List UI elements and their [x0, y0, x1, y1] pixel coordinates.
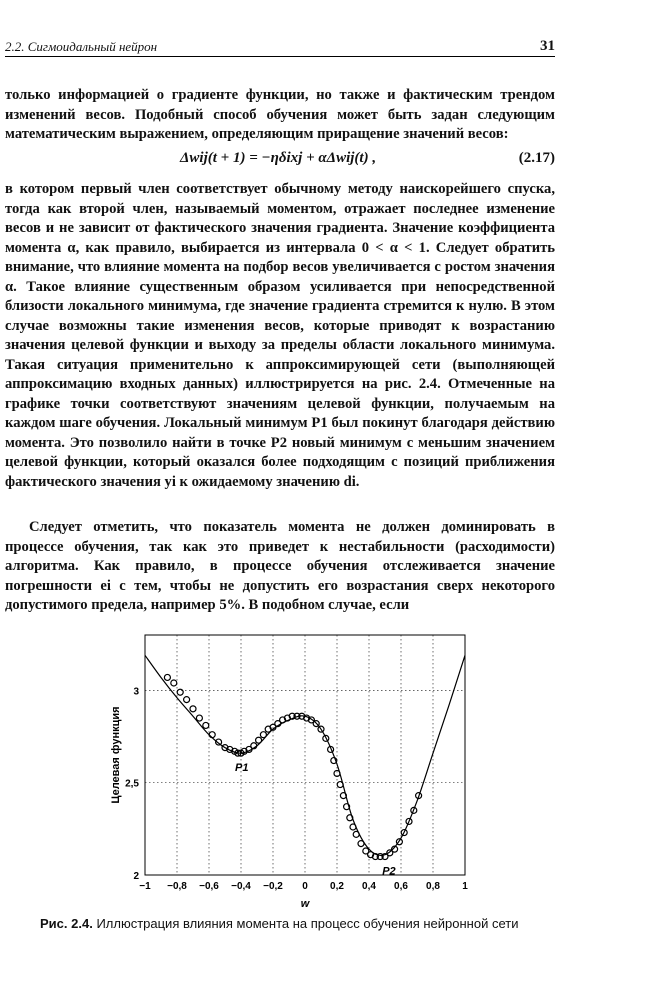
training-step-point — [184, 697, 190, 703]
training-step-point — [203, 722, 209, 728]
caption-text: Иллюстрация влияния момента на процесс обучения нейронной сети — [96, 916, 519, 931]
x-tick-label: −0,6 — [199, 881, 219, 892]
x-axis-label: w — [300, 898, 310, 910]
training-step-point — [256, 737, 262, 743]
x-tick-label: 0,4 — [362, 881, 376, 892]
paragraph-1: только информацией о градиенте функции, но также и фактическим трендом изменений весов. Подобный способ обучения может быть задан следующим математическим выражением, определяющим приращение значений весов: — [5, 87, 555, 142]
training-step-point — [358, 841, 364, 847]
page-header — [5, 36, 555, 58]
training-step-point — [260, 732, 266, 738]
y-axis-label: Целевая функция — [110, 706, 122, 804]
training-step-point — [337, 782, 343, 788]
x-tick-label: −1 — [139, 881, 151, 892]
figure-2-4-chart — [105, 630, 485, 910]
y-tick-label: 2,5 — [125, 778, 139, 790]
x-tick-label: 0 — [302, 881, 308, 892]
equation-body: Δwij(t + 1) = −ηδixj + αΔwij(t) , — [180, 150, 377, 166]
y-tick-label: 2 — [133, 871, 139, 882]
point-label-p2: P2 — [382, 865, 396, 878]
x-tick-label: 0,2 — [330, 881, 344, 892]
header-rule — [5, 56, 555, 57]
page-number: 31 — [540, 38, 555, 54]
paragraph-3: Следует отметить, что показатель момента не должен доминировать в процессе обучения, так как это приведет к нестабильности (расходимости) алгоритма. Как правило, в процессе обучения отслеживается значение погрешности ei с тем, чтобы не допустить его возрастания сверх некоторого допустимого предела, например 5%. В подобном случае, если — [5, 519, 555, 613]
x-tick-label: 0,8 — [426, 881, 440, 892]
training-step-point — [171, 680, 177, 686]
equation-2-17 — [5, 150, 555, 174]
training-step-point — [164, 674, 170, 680]
training-step-point — [177, 689, 183, 695]
point-label-p1: P1 — [235, 762, 249, 775]
equation-number: (2.17) — [518, 150, 555, 166]
x-tick-label: 0,6 — [394, 881, 408, 892]
paragraph-2: в котором первый член соответствует обычному методу наискорейшего спуска, тогда как второй член, называемый моментом, отражает последнее изменение весов и не зависит от фактического значения градиента. Значение коэффициента момента α, как правило, выбирается из интервала 0 < α < 1. Следует обратить внимание, что влияние момента на подбор весов увеличивается с ростом значения α. Такое влияние существенным образом усиливается при непосредственной близости локального минимума, где значение градиента стремится к нулю. В этом случае возможны такие изменения весов, которые приводят к возрастанию значения целевой функции и выходу за пределы области локального минимума. Такая ситуация применительно к аппроксимирующей сети (выполняющей аппроксимацию входных данных) иллюстрируется на рис. 2.4. Отмеченные на графике точки соответствуют значениям целевой функции, получаемым на каждом шаге обучения. Локальный минимум P1 был покинут благодаря действию момента. Это позволило найти в точке P2 новый минимум с меньшим значением целевой функции, который оказался более подходящим с позиций приближения фактического значения yi к ожидаемому значению di. — [5, 181, 555, 490]
x-tick-label: −0,4 — [231, 881, 251, 892]
x-tick-label: −0,2 — [263, 881, 283, 892]
running-title: 2.2. Сигмоидальный нейрон — [5, 39, 158, 54]
training-step-point — [353, 831, 359, 837]
training-step-point — [196, 715, 202, 721]
x-tick-label: −0,8 — [167, 881, 187, 892]
training-step-point — [209, 732, 215, 738]
figure-caption — [40, 916, 518, 931]
x-tick-label: 1 — [462, 881, 468, 892]
training-step-point — [350, 824, 356, 830]
y-tick-label: 3 — [133, 686, 139, 698]
training-step-point — [190, 706, 196, 712]
caption-label: Рис. 2.4. — [40, 916, 93, 931]
